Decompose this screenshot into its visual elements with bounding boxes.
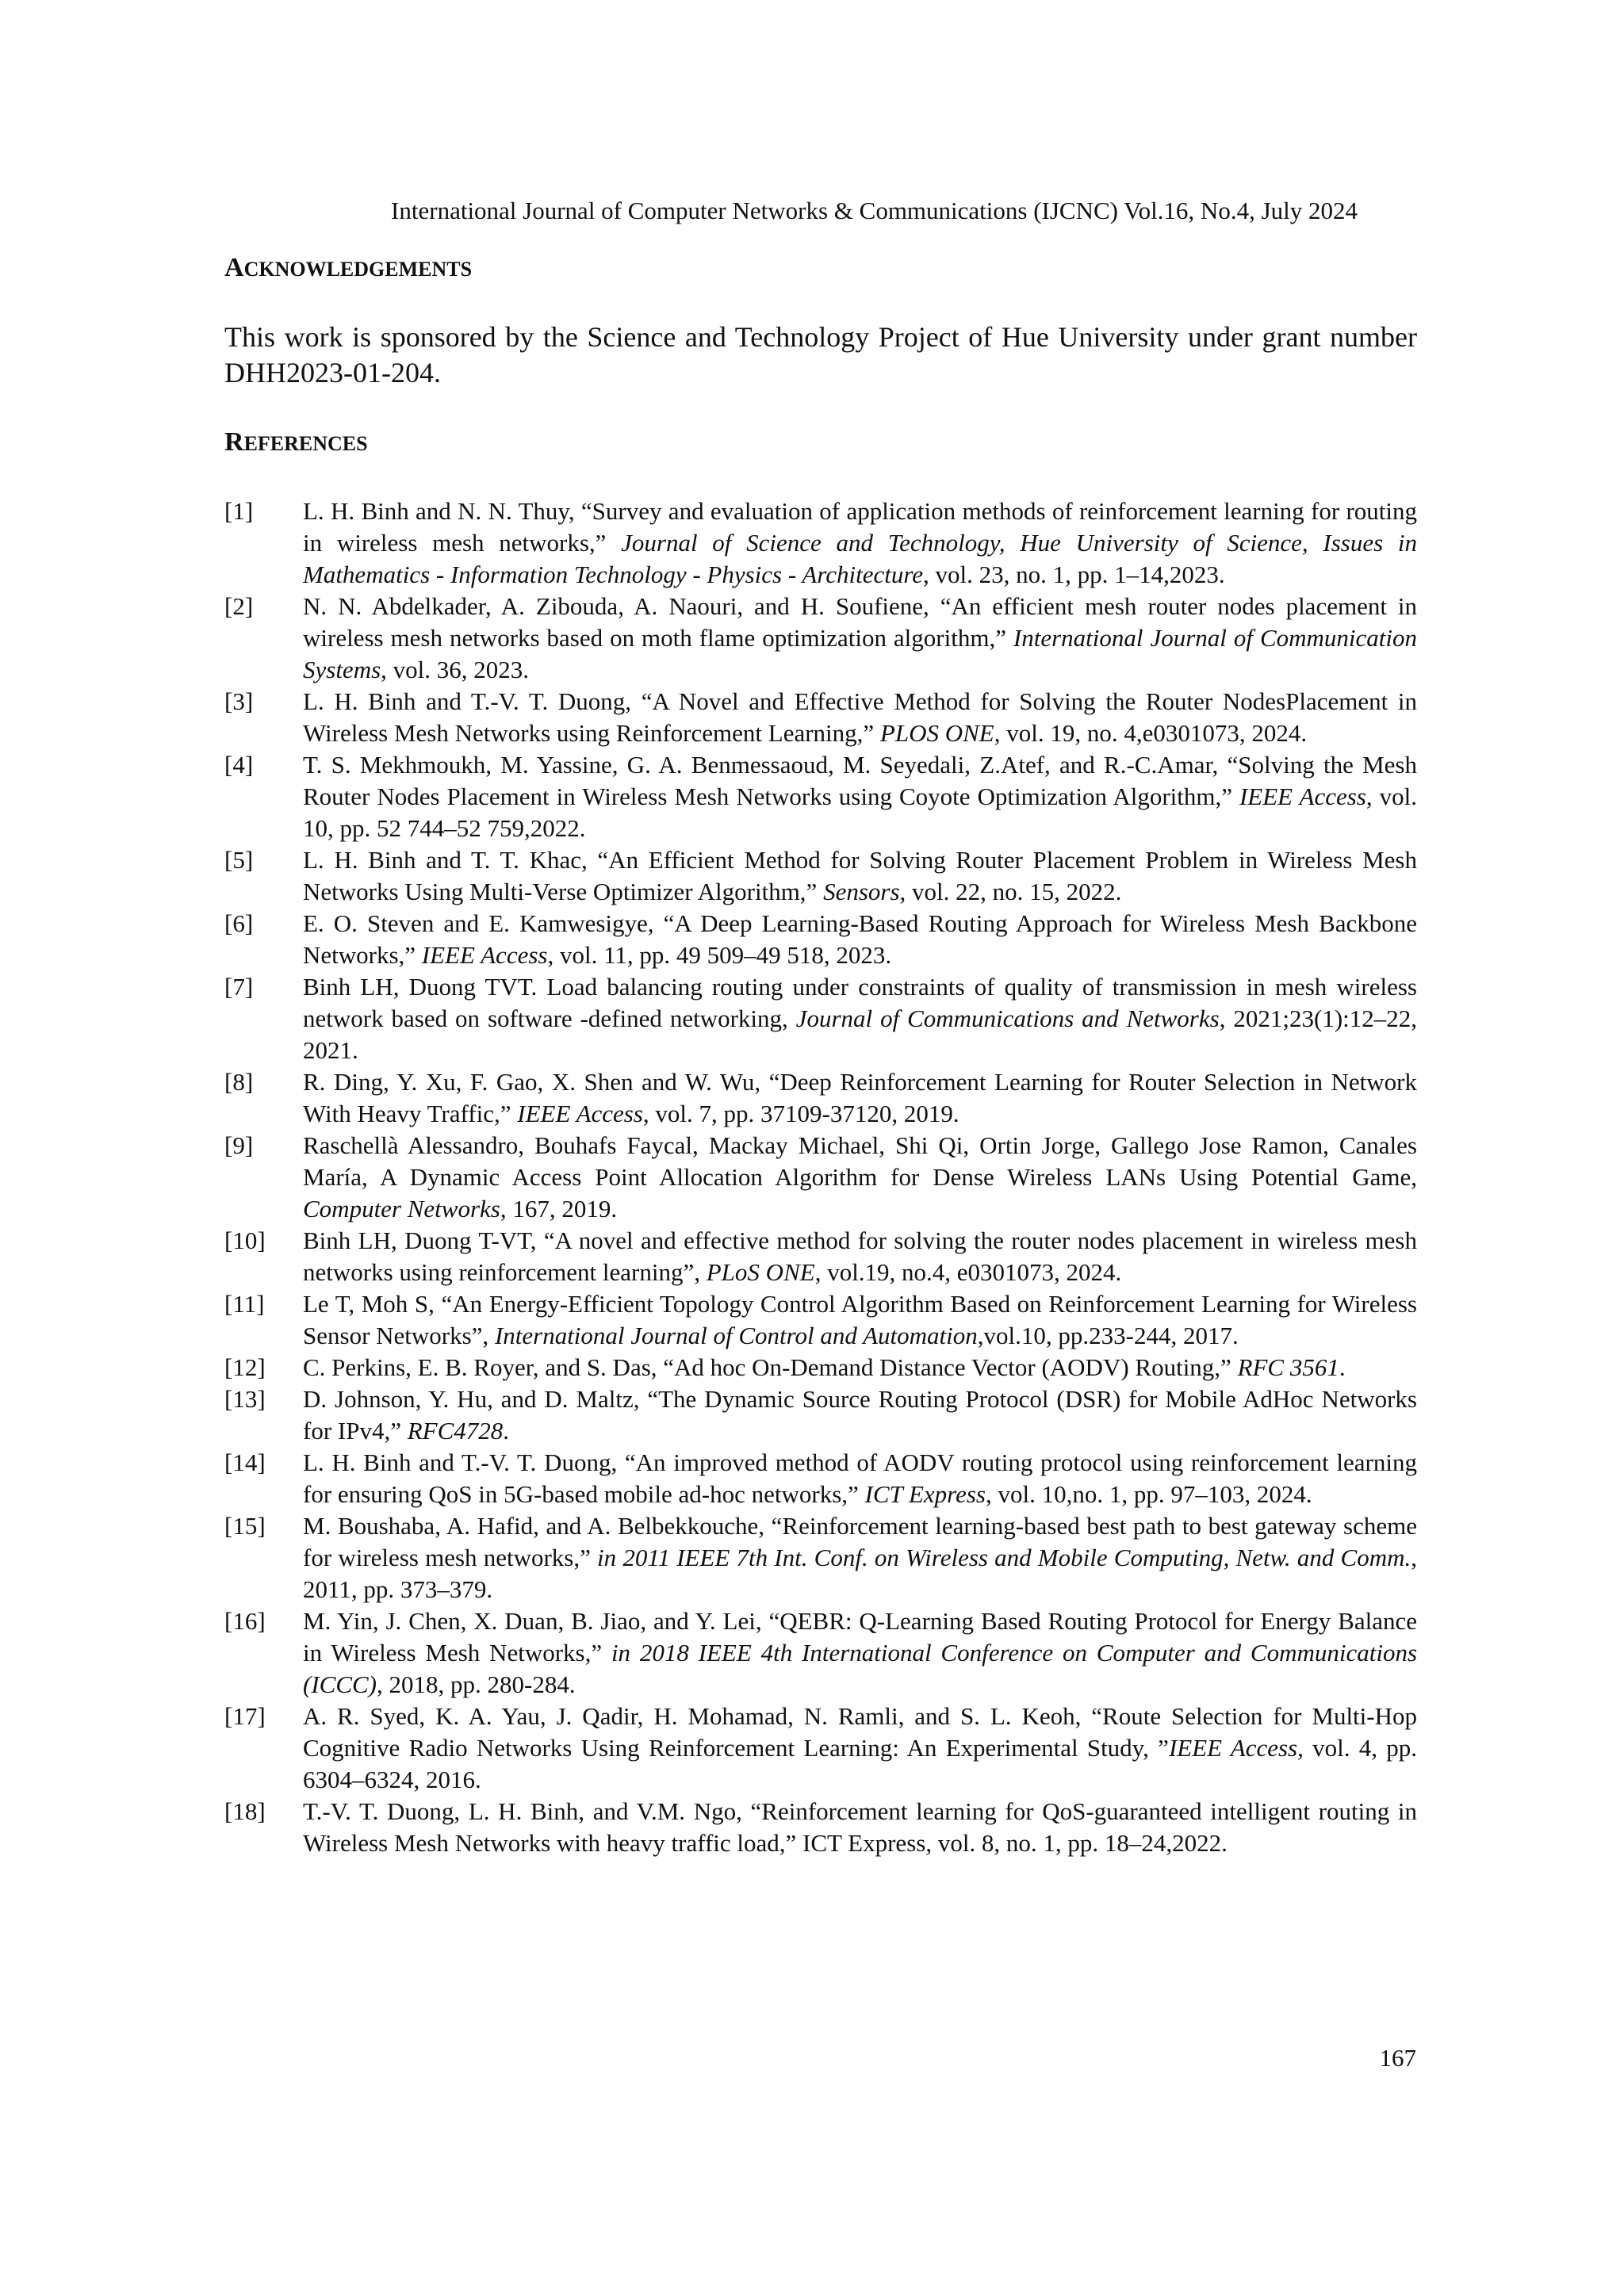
reference-item — [224, 1605, 1417, 1701]
reference-venue: Sensors — [823, 878, 900, 905]
reference-item — [224, 749, 1417, 844]
acknowledgements-heading-initial: A — [224, 253, 244, 282]
reference-venue: in 2011 IEEE 7th Int. Conf. on Wireless and Mobile Computing, Netw. and Comm. — [597, 1544, 1411, 1571]
reference-segment: , 2018, pp. 280-284. — [377, 1670, 576, 1698]
reference-number: [2] — [224, 592, 254, 620]
reference-number: [13] — [224, 1385, 266, 1413]
reference-segment: E. O. Steven and E. Kamwesigye, “A Deep Learning-Based Routing Approach for Wireless Mesh Backbone Networks,” — [303, 909, 1417, 969]
reference-item — [224, 1701, 1417, 1796]
reference-segment: ,vol.10, pp.233-244, 2017. — [977, 1322, 1239, 1349]
reference-number: [10] — [224, 1226, 266, 1254]
reference-venue: Computer Networks — [303, 1195, 500, 1223]
reference-item — [224, 1447, 1417, 1510]
reference-venue: RFC 3561 — [1237, 1353, 1339, 1381]
reference-text — [303, 909, 1417, 969]
reference-venue: in 2018 IEEE 4th International Conference on Computer and Communications (ICCC) — [303, 1639, 1418, 1698]
reference-item — [224, 1383, 1417, 1447]
reference-segment: , vol. 7, pp. 37109-37120, 2019. — [642, 1100, 959, 1127]
reference-venue: RFC4728 — [407, 1417, 504, 1445]
reference-segment: , vol. 10,no. 1, pp. 97–103, 2024. — [985, 1480, 1312, 1508]
acknowledgements-heading-rest: CKNOWLEDGEMENTS — [243, 258, 473, 281]
reference-text — [303, 592, 1417, 683]
page-number: 167 — [1379, 2044, 1416, 2072]
reference-text — [303, 846, 1417, 905]
reference-item — [224, 908, 1417, 971]
reference-text — [303, 1385, 1417, 1445]
reference-venue: IEEE Access — [1168, 1734, 1298, 1762]
reference-number: [6] — [224, 909, 254, 937]
reference-number: [9] — [224, 1131, 254, 1159]
reference-segment: A. R. Syed, K. A. Yau, J. Qadir, H. Mohamad, N. Ramli, and S. L. Keoh, “Route Selection for Multi-Hop Cognitive Radio Networks Using Reinforcement Learning: An Experimental Study, ” — [303, 1702, 1417, 1762]
reference-item — [224, 1066, 1417, 1130]
reference-text — [303, 1512, 1417, 1603]
reference-segment: , vol. 4, pp. 6304–6324, 2016. — [303, 1734, 1417, 1793]
reference-number: [12] — [224, 1353, 266, 1381]
reference-segment: R. Ding, Y. Xu, F. Gao, X. Shen and W. Wu, “Deep Reinforcement Learning for Router Selection in Network With Heavy Traffic,” — [303, 1068, 1417, 1127]
reference-segment: , 167, 2019. — [500, 1195, 618, 1223]
reference-list — [224, 496, 1417, 1859]
reference-segment: L. H. Binh and T. T. Khac, “An Efficient Method for Solving Router Placement Problem in Wireless Mesh Networks Using Multi-Verse Optimizer Algorithm,” — [303, 846, 1417, 905]
reference-segment: T. S. Mekhmoukh, M. Yassine, G. A. Benmessaoud, M. Seyedali, Z.Atef, and R.-C.Amar, “Solving the Mesh Router Nodes Placement in Wireless Mesh Networks using Coyote Optimization Algorithm,” — [303, 751, 1417, 810]
reference-item — [224, 496, 1417, 591]
acknowledgements-heading — [224, 252, 472, 285]
reference-item — [224, 1796, 1417, 1859]
reference-venue: IEEE Access — [1239, 783, 1366, 810]
reference-segment: , vol. 36, 2023. — [381, 656, 530, 683]
reference-segment: L. H. Binh and T.-V. T. Duong, “A Novel and Effective Method for Solving the Router NodesPlacement in Wireless Mesh Networks using Reinforcement Learning,” — [303, 687, 1417, 747]
reference-venue: IEEE Access — [421, 941, 548, 969]
reference-number: [11] — [224, 1290, 265, 1318]
reference-segment: N. N. Abdelkader, A. Zibouda, A. Naouri, and H. Soufiene, “An efficient mesh router nodes placement in wireless mesh networks based on moth flame optimization algorithm,” — [303, 592, 1417, 652]
reference-number: [15] — [224, 1512, 266, 1540]
reference-number: [4] — [224, 751, 254, 779]
reference-text — [303, 687, 1417, 747]
reference-text — [303, 497, 1417, 588]
reference-number: [14] — [224, 1448, 266, 1476]
reference-number: [16] — [224, 1607, 266, 1635]
reference-number: [7] — [224, 973, 254, 1001]
reference-number: [5] — [224, 846, 254, 874]
reference-item — [224, 1130, 1417, 1225]
reference-venue: IEEE Access — [517, 1100, 643, 1127]
reference-segment: M. Boushaba, A. Hafid, and A. Belbekkouche, “Reinforcement learning-based best path to best gateway scheme for wireless mesh networks,” — [303, 1512, 1417, 1571]
reference-text — [303, 1353, 1346, 1381]
reference-venue: Journal of Communications and Networks — [795, 1004, 1220, 1032]
reference-text — [303, 1226, 1417, 1286]
reference-item — [224, 1352, 1417, 1383]
references-heading — [224, 427, 368, 460]
reference-number: [18] — [224, 1797, 266, 1825]
reference-text — [303, 1068, 1417, 1127]
reference-number: [17] — [224, 1702, 266, 1730]
reference-segment: Binh LH, Duong TVT. Load balancing routing under constraints of quality of transmission in mesh wireless network based on software -defined networking, — [303, 973, 1417, 1032]
reference-item — [224, 686, 1417, 749]
reference-segment: . — [503, 1417, 510, 1445]
reference-segment: Binh LH, Duong T-VT, “A novel and effective method for solving the router nodes placement in wireless mesh networks using reinforcement learning”, — [303, 1226, 1417, 1286]
reference-segment: L. H. Binh and T.-V. T. Duong, “An improved method of AODV routing protocol using reinforcement learning for ensuring QoS in 5G-based mobile ad-hoc networks,” — [303, 1448, 1417, 1508]
reference-text — [303, 1797, 1417, 1857]
reference-text — [303, 1702, 1417, 1793]
reference-item — [224, 971, 1417, 1066]
reference-segment: L. H. Binh and N. N. Thuy, “Survey and evaluation of application methods of reinforcement learning for routing in wireless mesh networks,” — [303, 497, 1417, 557]
reference-segment: . — [1339, 1353, 1346, 1381]
reference-text — [303, 973, 1417, 1064]
reference-segment: , vol.19, no.4, e0301073, 2024. — [814, 1258, 1122, 1286]
reference-venue: Journal of Science and Technology, Hue University of Science, Issues in Mathematics - Information Technology - Physics - Architecture — [303, 529, 1418, 588]
reference-number: [3] — [224, 687, 254, 715]
reference-segment: Raschellà Alessandro, Bouhafs Faycal, Mackay Michael, Shi Qi, Ortin Jorge, Gallego Jose Ramon, Canales María, A Dynamic Access Point Allocation Algorithm for Dense Wireless LANs Using Potential Game, — [303, 1131, 1417, 1191]
reference-text — [303, 1607, 1417, 1698]
reference-item — [224, 1288, 1417, 1352]
reference-segment: , 2011, pp. 373–379. — [303, 1544, 1417, 1603]
references-heading-initial: R — [224, 427, 244, 457]
reference-item — [224, 1225, 1417, 1288]
reference-segment: , vol. 23, no. 1, pp. 1–14,2023. — [923, 561, 1225, 588]
reference-segment: T.-V. T. Duong, L. H. Binh, and V.M. Ngo, “Reinforcement learning for QoS-guaranteed intelligent routing in Wireless Mesh Networks with heavy traffic load,” ICT Express, vol. 8, no. 1, pp. 18–24,2022. — [303, 1797, 1417, 1857]
reference-segment: Le T, Moh S, “An Energy-Efficient Topology Control Algorithm Based on Reinforcement Learning for Wireless Sensor Networks”, — [303, 1290, 1417, 1349]
reference-number: [1] — [224, 497, 254, 525]
reference-venue: International Journal of Communication Systems — [303, 624, 1417, 683]
reference-text — [303, 751, 1417, 842]
reference-text — [303, 1290, 1417, 1349]
reference-segment: , vol. 19, no. 4,e0301073, 2024. — [994, 719, 1308, 747]
references-heading-rest: EFERENCES — [243, 432, 368, 455]
reference-number: [8] — [224, 1068, 254, 1096]
running-header: International Journal of Computer Networks & Communications (IJCNC) Vol.16, No.4, July 2024 — [391, 197, 1358, 224]
reference-venue: PLoS ONE — [706, 1258, 815, 1286]
reference-item — [224, 844, 1417, 908]
reference-venue: ICT Express — [864, 1480, 986, 1508]
reference-item — [224, 1510, 1417, 1605]
reference-segment: , 2021;23(1):12–22, 2021. — [303, 1004, 1418, 1064]
reference-segment: , vol. 10, pp. 52 744–52 759,2022. — [303, 783, 1417, 842]
reference-text — [303, 1131, 1417, 1223]
reference-item — [224, 591, 1417, 686]
reference-venue: PLOS ONE — [879, 719, 994, 747]
reference-text — [303, 1448, 1417, 1508]
acknowledgements-body: This work is sponsored by the Science and Technology Project of Hue University under grant number DHH2023-01-204. — [224, 321, 1417, 388]
reference-segment: D. Johnson, Y. Hu, and D. Maltz, “The Dynamic Source Routing Protocol (DSR) for Mobile AdHoc Networks for IPv4,” — [303, 1385, 1417, 1445]
reference-segment: M. Yin, J. Chen, X. Duan, B. Jiao, and Y. Lei, “QEBR: Q-Learning Based Routing Protocol for Energy Balance in Wireless Mesh Networks,” — [303, 1607, 1417, 1667]
reference-segment: C. Perkins, E. B. Royer, and S. Das, “Ad hoc On-Demand Distance Vector (AODV) Routing,” — [303, 1353, 1238, 1381]
reference-venue: International Journal of Control and Automation — [494, 1322, 978, 1349]
reference-segment: , vol. 22, no. 15, 2022. — [899, 878, 1122, 905]
reference-segment: , vol. 11, pp. 49 509–49 518, 2023. — [547, 941, 892, 969]
